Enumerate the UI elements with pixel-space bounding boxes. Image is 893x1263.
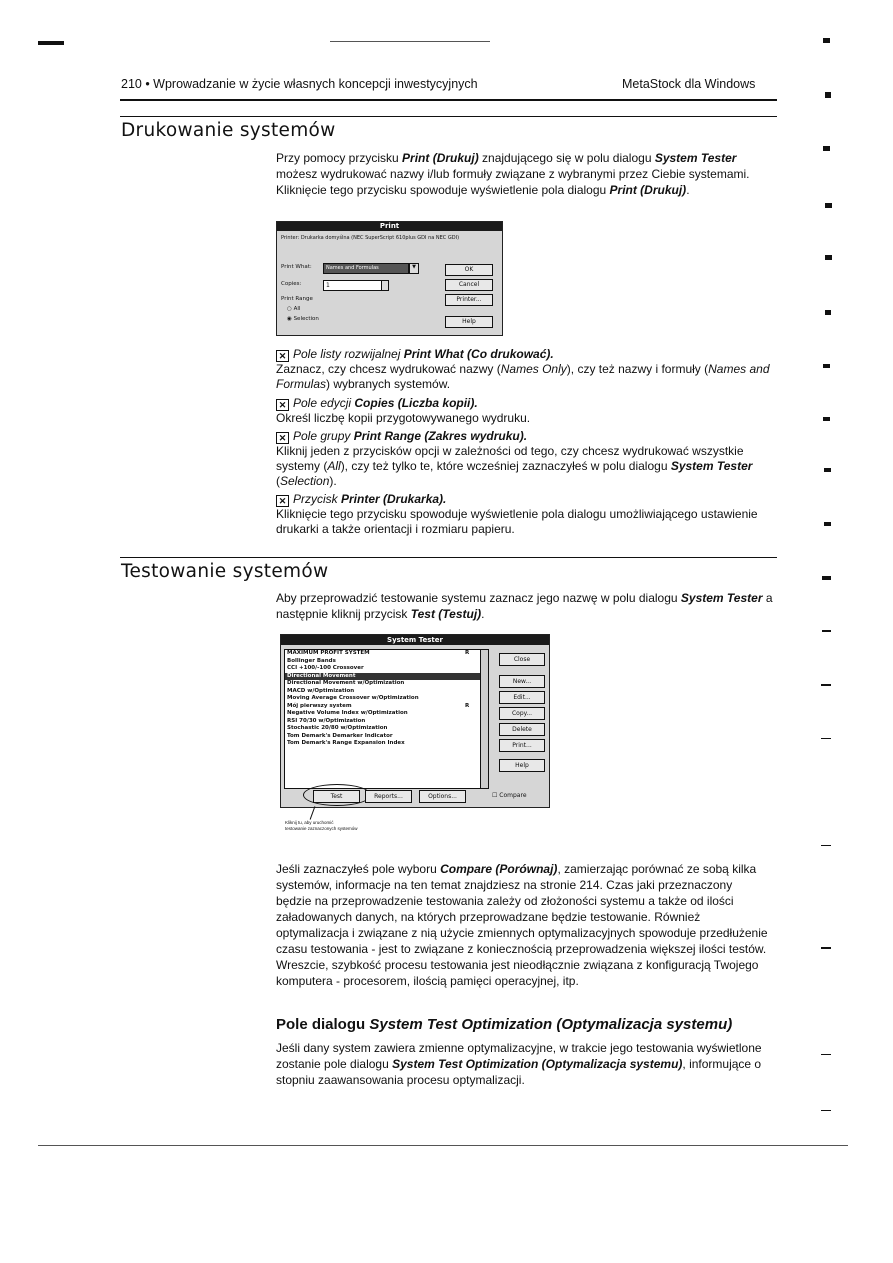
- header-right: MetaStock dla Windows: [622, 77, 756, 91]
- ok-button[interactable]: OK: [445, 264, 493, 276]
- print-what-select[interactable]: Names and Formulas: [323, 263, 409, 274]
- system-name: Tom Demark's Range Expansion Index: [287, 740, 405, 746]
- side-button-print[interactable]: Print...: [499, 739, 545, 752]
- system-list-item[interactable]: [285, 658, 481, 666]
- footer-rule: [38, 1145, 848, 1146]
- print-dialog: [276, 221, 503, 336]
- checkbox-icon: ✕: [276, 399, 289, 411]
- printer-button[interactable]: Printer...: [445, 294, 493, 306]
- scan-mark: [825, 310, 831, 315]
- item-print-range: ✕ Pole grupy Print Range (Zakres wydruku). Kliknij jeden z przycisków opcji w zależności od tego, czy chcesz wydrukować wszystkie systemy (All), czy też tylko te, które wcześniej zaznaczyłeś w polu dialogu System Tester (Selection).: [276, 429, 753, 488]
- scan-mark: [821, 1110, 831, 1111]
- system-name: CCI +100/-100 Crossover: [287, 665, 364, 671]
- item-print-what: ✕ Pole listy rozwijalnej Print What (Co drukować). Zaznacz, czy chcesz wydrukować nazwy (Names Only), czy też nazwy i formuły (Names and Formulas) wybranych systemów.: [276, 347, 770, 391]
- subheading: Pole dialogu System Test Optimization (Optymalizacja systemu): [276, 1016, 733, 1033]
- scan-mark: [821, 738, 831, 739]
- section-title-printing: Drukowanie systemów: [121, 120, 336, 141]
- scan-mark: [823, 38, 830, 43]
- header-left: 210 • Wprowadzanie w życie własnych koncepcji inwestycyjnych: [121, 77, 478, 91]
- system-name: RSI 70/30 w/Optimization: [287, 717, 366, 724]
- scan-line: [330, 41, 490, 42]
- system-name: MAXIMUM PROFIT SYSTEM: [287, 650, 370, 656]
- reports-button[interactable]: Reports...: [365, 790, 412, 803]
- item-copies: ✕ Pole edycji Copies (Liczba kopii). Określ liczbę kopii przygotowywanego wydruku.: [276, 396, 531, 425]
- section2-paragraph: Jeśli zaznaczyłeś pole wyboru Compare (Porównaj), zamierzając porównać ze sobą kilka systemów, informacje na ten temat znajdziesz na stronie 214. Czas jaki przeznaczony będzie na przeprowadzenie testowania zależy od złożoności systemu a także od ilości załadowanych danych, na których przeprowadzane będzie testowanie. Również optymalizacja i związane z nią użycie zmiennych optymalizacyjnych spowoduje przedłużenie czasu testowania - jest to związane z koniecznością przeprowadzenia większej ilości testów. Wreszcie, szybkość procesu testowania jest nieodłącznie związana z konfiguracją Twojego komputera - procesorem, ilością pamięci operacyjnej, itp.: [276, 862, 768, 988]
- option-all[interactable]: ○ All: [287, 306, 301, 312]
- scan-mark: [822, 576, 831, 580]
- scan-mark: [823, 146, 830, 151]
- system-list-item[interactable]: [285, 740, 481, 748]
- highlight-ellipse: [303, 784, 371, 806]
- system-list-item[interactable]: [285, 650, 481, 658]
- test-button[interactable]: Test: [313, 790, 360, 803]
- callout-line: [310, 806, 316, 819]
- side-button-close[interactable]: Close: [499, 653, 545, 666]
- system-list-item[interactable]: [285, 688, 481, 696]
- scan-mark: [823, 364, 830, 368]
- side-button-help[interactable]: Help: [499, 759, 545, 772]
- system-name: MACD w/Optimization: [287, 687, 355, 694]
- system-name: Directional Movement: [287, 672, 356, 679]
- section-title-testing: Testowanie systemów: [121, 561, 329, 582]
- list-scrollbar[interactable]: [480, 649, 489, 789]
- side-button-copy[interactable]: Copy...: [499, 707, 545, 720]
- options-button[interactable]: Options...: [419, 790, 466, 803]
- cancel-button[interactable]: Cancel: [445, 279, 493, 291]
- system-list-item[interactable]: [285, 710, 481, 718]
- option-selection[interactable]: ◉ Selection: [287, 316, 319, 322]
- scan-mark: [824, 522, 831, 526]
- print-range-label: Print Range: [281, 296, 313, 302]
- system-name: Bollinger Bands: [287, 657, 336, 664]
- checkbox-icon: ✕: [276, 495, 289, 507]
- copies-field[interactable]: 1: [323, 280, 382, 291]
- section1-intro: Przy pomocy przycisku Print (Drukuj) znajdującego się w polu dialogu System Tester możesz wydrukować nazwy i/lub formuły związane z wybranymi przez Ciebie systemami. Kliknięcie tego przycisku spowoduje wyświetlenie pola dialogu Print (Drukuj).: [276, 151, 750, 197]
- scan-mark: [821, 845, 831, 846]
- header-rule: [120, 99, 777, 101]
- scan-mark: [821, 684, 831, 686]
- side-button-new[interactable]: New...: [499, 675, 545, 688]
- system-list-item[interactable]: [285, 665, 481, 673]
- system-name: Moving Average Crossover w/Optimization: [287, 695, 419, 701]
- system-list-item[interactable]: [285, 733, 481, 741]
- system-tester-dialog: [280, 634, 550, 808]
- system-list-item[interactable]: [285, 673, 481, 681]
- checkbox-icon: ✕: [276, 432, 289, 444]
- system-list-item[interactable]: [285, 695, 481, 703]
- section2-intro: Aby przeprowadzić testowanie systemu zaznacz jego nazwę w polu dialogu System Tester a następnie kliknij przycisk Test (Testuj).: [276, 591, 773, 621]
- scan-mark: [825, 203, 832, 208]
- item-printer: ✕ Przycisk Printer (Drukarka). Kliknięcie tego przycisku spowoduje wyświetlenie pola dialogu umożliwiającego ustawienie drukarki a także orientacji i rozmiaru papieru.: [276, 492, 758, 536]
- system-name: Stochastic 20/80 w/Optimization: [287, 725, 388, 731]
- system-list-item[interactable]: [285, 725, 481, 733]
- copies-label: Copies:: [281, 281, 302, 287]
- section2-subparagraph: Jeśli dany system zawiera zmienne optymalizacyjne, w trakcie jego testowania wyświetlone zostanie pole dialogu System Test Optimization (Optymalizacja systemu), informujące o stopniu zaawansowania procesu optymalizacji.: [276, 1041, 762, 1087]
- copies-spinner[interactable]: [381, 280, 389, 291]
- scan-mark: [825, 255, 832, 260]
- print-dialog-title: Print: [277, 222, 502, 231]
- print-what-label: Print What:: [281, 264, 312, 270]
- system-flag: R: [465, 702, 470, 709]
- compare-checkbox[interactable]: ☐ Compare: [492, 792, 527, 799]
- system-tester-title: System Tester: [281, 635, 549, 645]
- scan-mark: [824, 468, 831, 472]
- system-list-item[interactable]: [285, 703, 481, 711]
- system-name: Directional Movement w/Optimization: [287, 680, 405, 686]
- printer-line: Printer: Drukarka domyślna (NEC SuperScript 610plus GDI na NEC GDI): [281, 235, 460, 241]
- scan-mark: [821, 947, 831, 949]
- side-button-delete[interactable]: Delete: [499, 723, 545, 736]
- scan-mark: [822, 630, 831, 632]
- system-name: Mój pierwszy system: [287, 702, 352, 709]
- callout-caption: Kliknij tu, aby uruchomić testowanie zaznaczonych systemów: [285, 820, 358, 831]
- side-button-edit[interactable]: Edit...: [499, 691, 545, 704]
- system-name: Tom Demark's Demarker Indicator: [287, 732, 393, 739]
- help-button[interactable]: Help: [445, 316, 493, 328]
- scan-mark: [823, 417, 830, 421]
- section-rule: [120, 557, 777, 558]
- system-flag: R: [465, 650, 470, 656]
- header-rule-thin: [120, 116, 777, 117]
- system-list-item[interactable]: [285, 718, 481, 726]
- scan-mark: [821, 1054, 831, 1055]
- systems-list[interactable]: [284, 649, 482, 789]
- system-name: Negative Volume Index w/Optimization: [287, 710, 408, 716]
- checkbox-icon: ✕: [276, 350, 289, 362]
- chevron-down-icon[interactable]: ▼: [409, 263, 419, 274]
- scan-mark: [825, 92, 831, 98]
- system-list-item[interactable]: [285, 680, 481, 688]
- scan-mark: [38, 41, 64, 45]
